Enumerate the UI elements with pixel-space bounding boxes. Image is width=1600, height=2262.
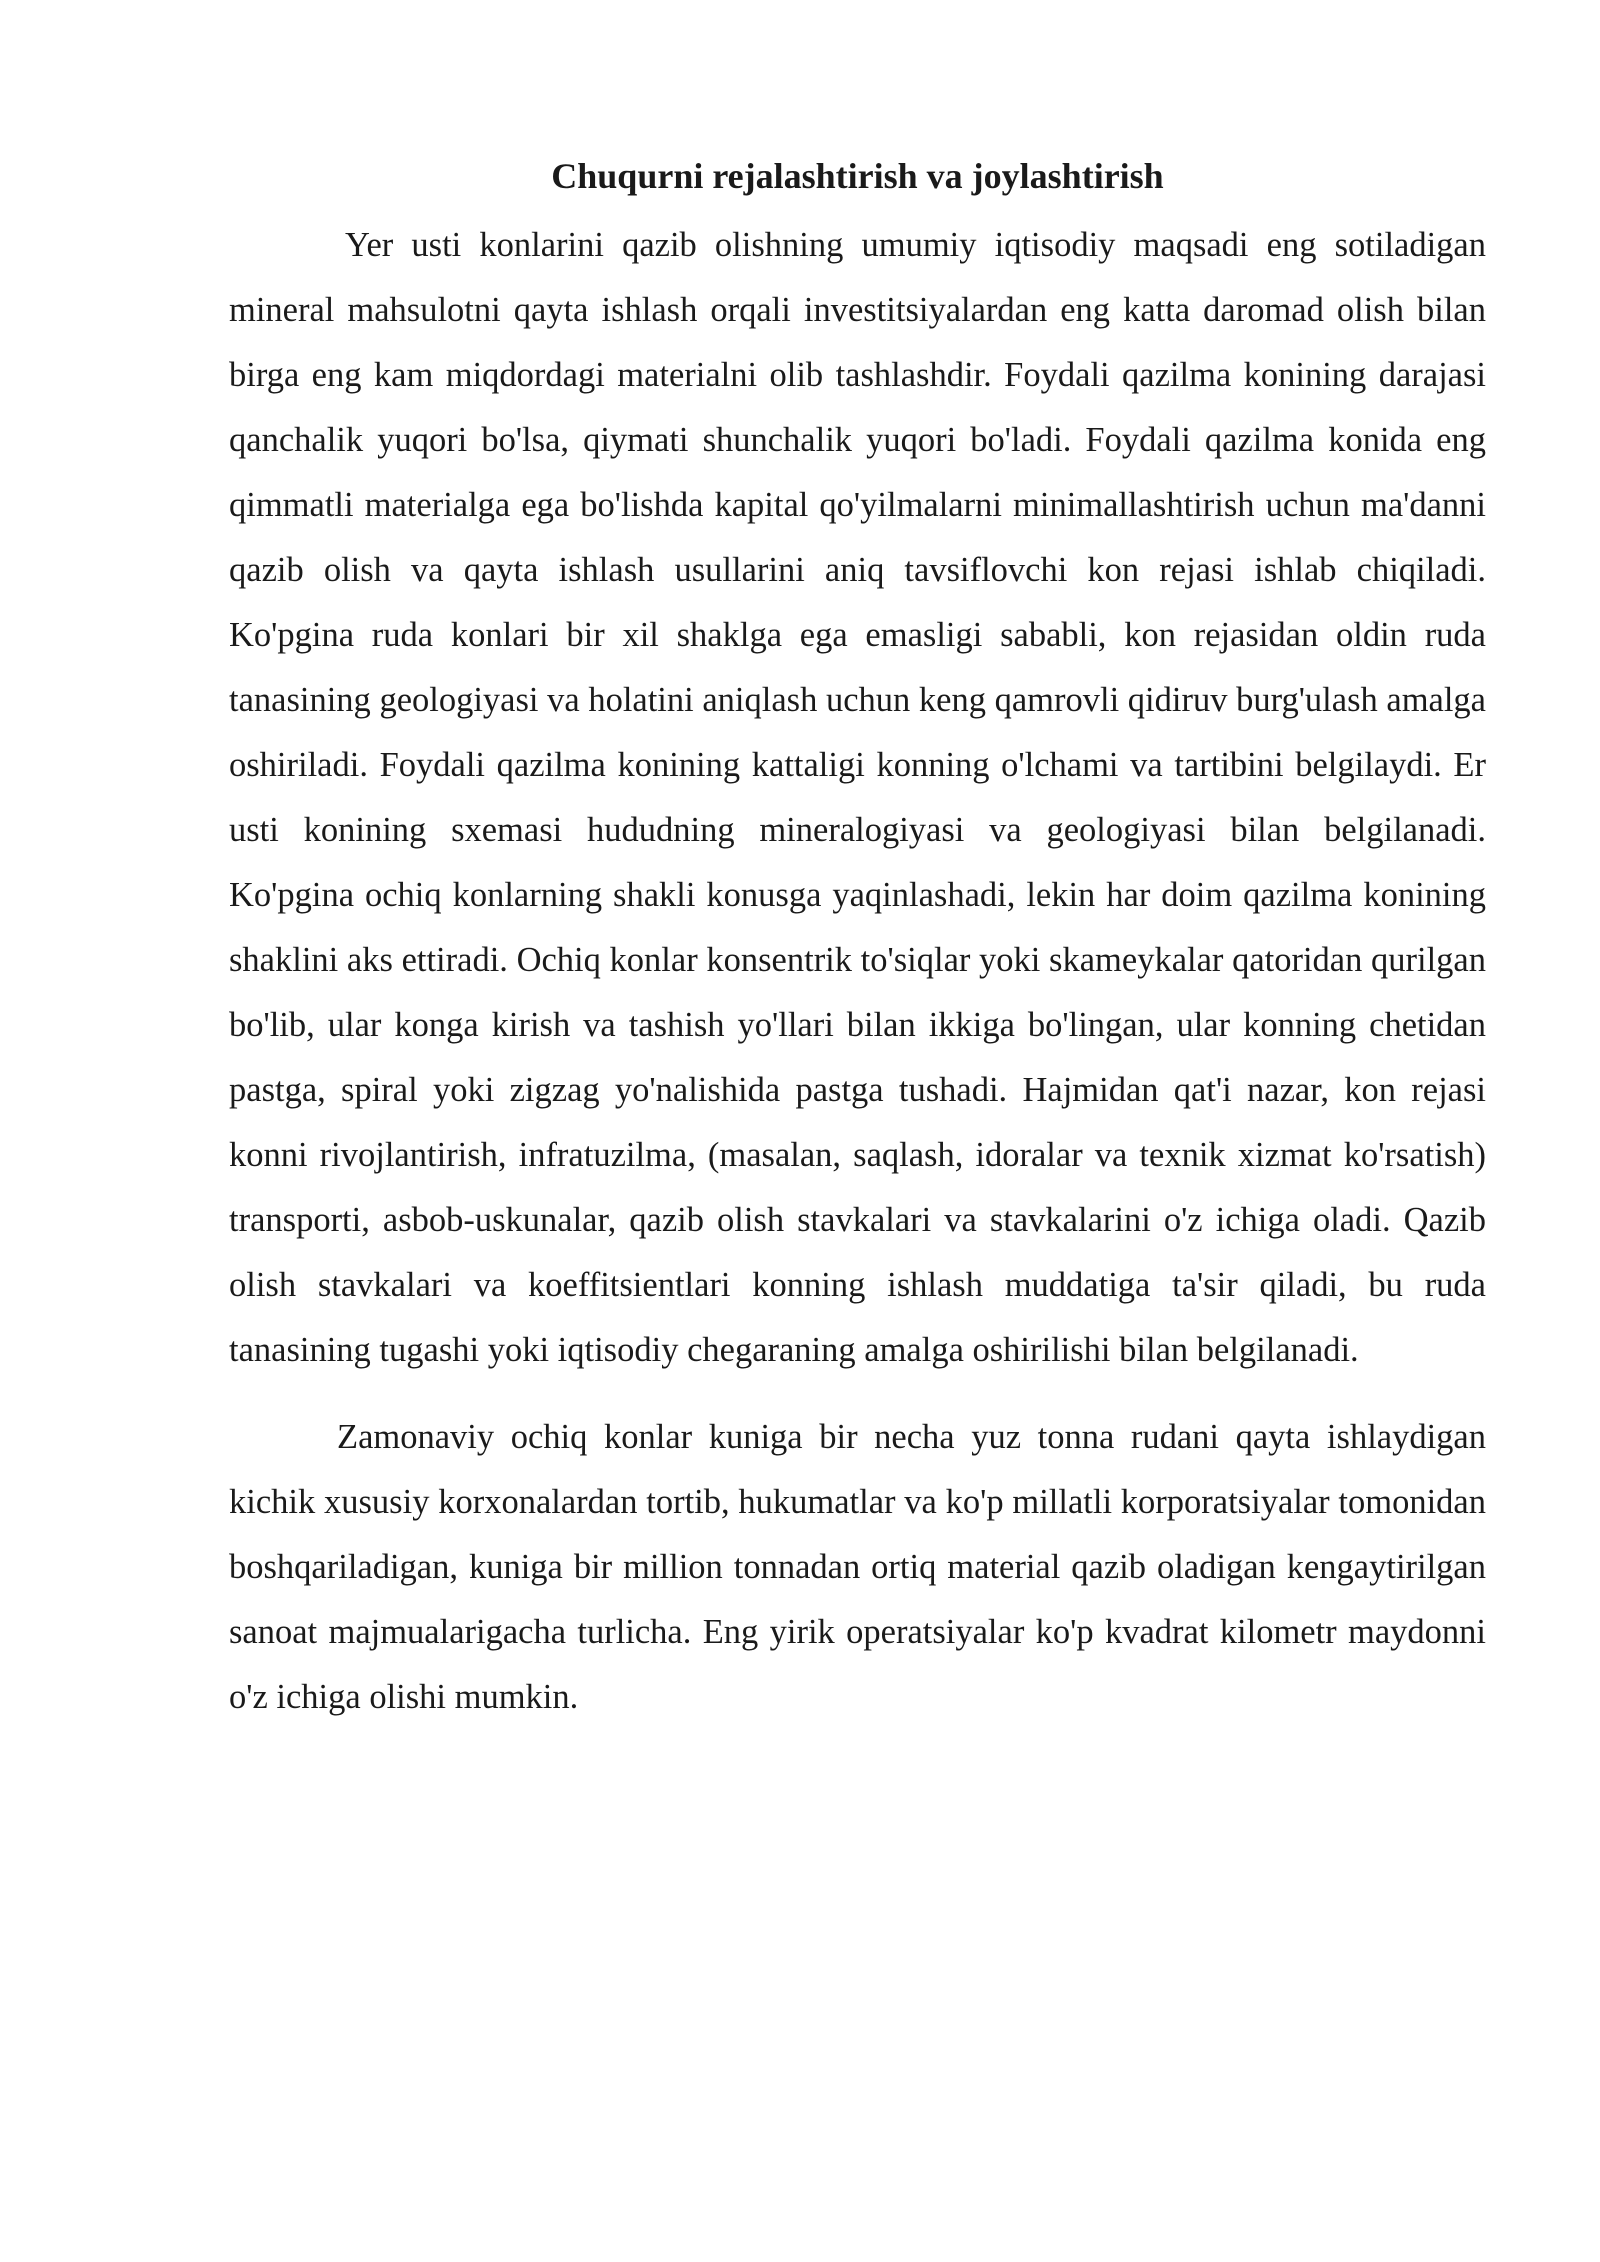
paragraph-2: Zamonaviy ochiq konlar kuniga bir necha yuz tonna rudani qayta ishlaydigan kichik xususiy korxonalardan tortib, hukumatlar va ko'p millatli korporatsiyalar tomonidan boshqariladigan, kuniga bir million tonnadan ortiq material qazib oladigan kengaytirilgan sanoat majmualarigacha turlicha. Eng yirik operatsiyalar ko'p kvadrat kilometr maydonni o'z ichiga olishi mumkin. xyxy=(229,1418,1486,1716)
paragraph-1: Yer usti konlarini qazib olishning umumiy iqtisodiy maqsadi eng sotiladigan mineral mahsulotni qayta ishlash orqali investitsiyalardan eng katta daromad olish bilan birga eng kam miqdordagi materialni olib tashlashdir. Foydali qazilma konining darajasi qanchalik yuqori bo'lsa, qiymati shunchalik yuqori bo'ladi. Foydali qazilma konida eng qimmatli materialga ega bo'lishda kapital qo'yilmalarni minimallashtirish uchun ma'danni qazib olish va qayta ishlash usullarini aniq tavsiflovchi kon rejasi ishlab chiqiladi. Ko'pgina ruda konlari bir xil shaklga ega emasligi sababli, kon rejasidan oldin ruda tanasining geologiyasi va holatini aniqlash uchun keng qamrovli qidiruv burg'ulash amalga oshiriladi. Foydali qazilma konining kattaligi konning o'lchami va tartibini belgilaydi. Er usti konining sxemasi hududning mineralogiyasi va geologiyasi bilan belgilanadi. Ko'pgina ochiq konlarning shakli konusga yaqinlashadi, lekin har doim qazilma konining shaklini aks ettiradi. Ochiq konlar konsentrik to'siqlar yoki skameykalar qatoridan qurilgan bo'lib, ular konga kirish va tashish yo'llari bilan ikkiga bo'lingan, ular konning chetidan pastga, spiral yoki zigzag yo'nalishida pastga tushadi. Hajmidan qat'i nazar, kon rejasi konni rivojlantirish, infratuzilma, (masalan, saqlash, idoralar va texnik xizmat ko'rsatish) transporti, asbob-uskunalar, qazib olish stavkalari va stavkalarini o'z ichiga oladi. Qazib olish stavkalari va koeffitsientlari konning ishlash muddatiga ta'sir qiladi, bu ruda tanasining tugashi yoki iqtisodiy chegaraning amalga oshirilishi bilan belgilanadi. xyxy=(229,226,1486,1369)
document-title: Chuqurni rejalashtirish va joylashtirish xyxy=(551,156,1164,196)
document-body xyxy=(229,150,1486,1730)
